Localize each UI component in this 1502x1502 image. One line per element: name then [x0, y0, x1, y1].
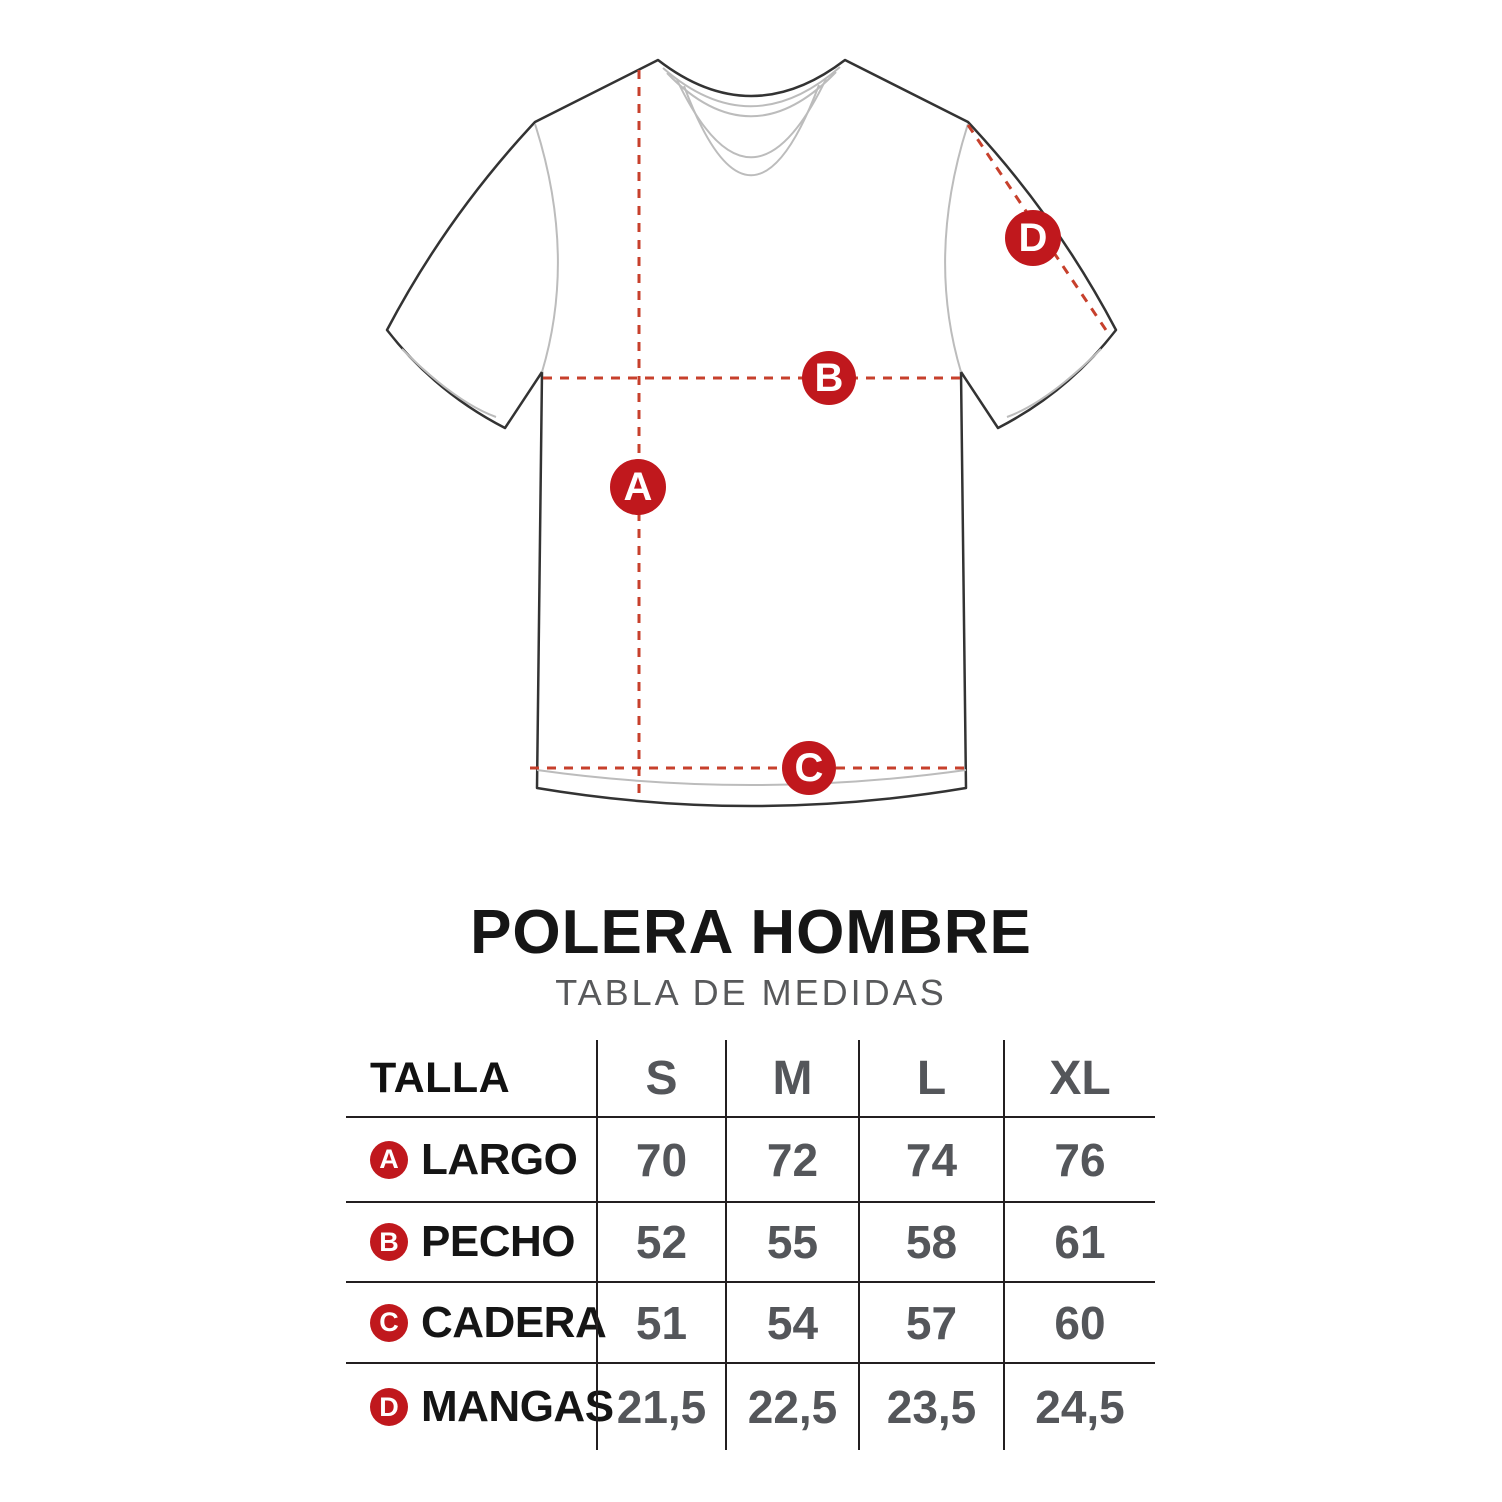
table-cell-largo-l — [858, 1116, 1003, 1201]
size-table — [346, 1040, 1155, 1450]
row-label-cadera: CADERA — [421, 1297, 607, 1347]
table-header-talla-cell — [346, 1040, 596, 1116]
table-cell-largo-xl — [1003, 1116, 1155, 1201]
value-pecho-s: 52 — [635, 1216, 688, 1268]
value-mangas-m: 22,5 — [747, 1381, 838, 1433]
table-row-pecho-label-cell — [346, 1201, 596, 1281]
table-cell-largo-m — [725, 1116, 858, 1201]
row-label-mangas: MANGAS — [421, 1382, 614, 1431]
value-cadera-s: 51 — [635, 1296, 688, 1349]
row-marker-badge-a: A — [370, 1141, 408, 1179]
marker-d-label: D — [1018, 216, 1048, 260]
value-pecho-l: 58 — [905, 1216, 958, 1268]
table-cell-cadera-m — [725, 1281, 858, 1362]
table-cell-pecho-l — [858, 1201, 1003, 1281]
size-col-s — [596, 1040, 725, 1116]
table-cell-mangas-s — [596, 1362, 725, 1450]
table-cell-largo-s — [596, 1116, 725, 1201]
title-block — [0, 898, 1502, 1013]
value-pecho-xl: 61 — [1054, 1216, 1106, 1268]
value-largo-xl: 76 — [1054, 1133, 1106, 1186]
value-mangas-xl: 24,5 — [1035, 1381, 1125, 1433]
table-cell-cadera-l — [858, 1281, 1003, 1362]
marker-c-label: C — [794, 746, 824, 790]
value-cadera-l: 57 — [905, 1296, 958, 1349]
table-cell-pecho-m — [725, 1201, 858, 1281]
marker-b-label: B — [814, 356, 844, 400]
value-cadera-m: 54 — [766, 1296, 819, 1349]
table-row-cadera-label-cell — [346, 1281, 607, 1362]
table-cell-pecho-xl — [1003, 1201, 1155, 1281]
value-pecho-m: 55 — [766, 1216, 819, 1268]
table-cell-pecho-s — [596, 1201, 725, 1281]
value-largo-l: 74 — [905, 1133, 958, 1186]
size-col-xl — [1003, 1040, 1155, 1116]
tshirt-outline — [387, 60, 1116, 806]
page-subtitle: TABLA DE MEDIDAS — [555, 972, 947, 1013]
table-cell-mangas-m — [725, 1362, 858, 1450]
page-title: POLERA HOMBRE — [470, 898, 1032, 967]
size-col-m — [725, 1040, 858, 1116]
value-largo-s: 70 — [635, 1133, 688, 1186]
table-cell-mangas-l — [858, 1362, 1003, 1450]
table-header-talla: TALLA — [370, 1053, 511, 1102]
value-cadera-xl: 60 — [1054, 1296, 1106, 1349]
table-cell-mangas-xl — [1003, 1362, 1155, 1450]
row-label-pecho: PECHO — [421, 1217, 575, 1266]
size-col-l — [858, 1040, 1003, 1116]
size-label-m: M — [772, 1051, 813, 1105]
table-cell-cadera-xl — [1003, 1281, 1155, 1362]
value-mangas-s: 21,5 — [616, 1381, 707, 1433]
value-largo-m: 72 — [766, 1133, 819, 1186]
row-marker-badge-c: C — [370, 1304, 408, 1342]
row-label-largo: LARGO — [421, 1134, 578, 1184]
size-label-l: L — [916, 1051, 947, 1105]
row-marker-badge-b: B — [370, 1223, 408, 1261]
marker-a-label: A — [623, 465, 653, 509]
row-marker-badge-d: D — [370, 1388, 408, 1426]
size-label-xl: XL — [1049, 1051, 1111, 1105]
value-mangas-l: 23,5 — [886, 1381, 977, 1433]
table-cell-cadera-s — [596, 1281, 725, 1362]
table-row-mangas-label-cell — [346, 1362, 614, 1450]
size-label-s: S — [645, 1051, 678, 1105]
table-row-largo-label-cell — [346, 1116, 596, 1201]
